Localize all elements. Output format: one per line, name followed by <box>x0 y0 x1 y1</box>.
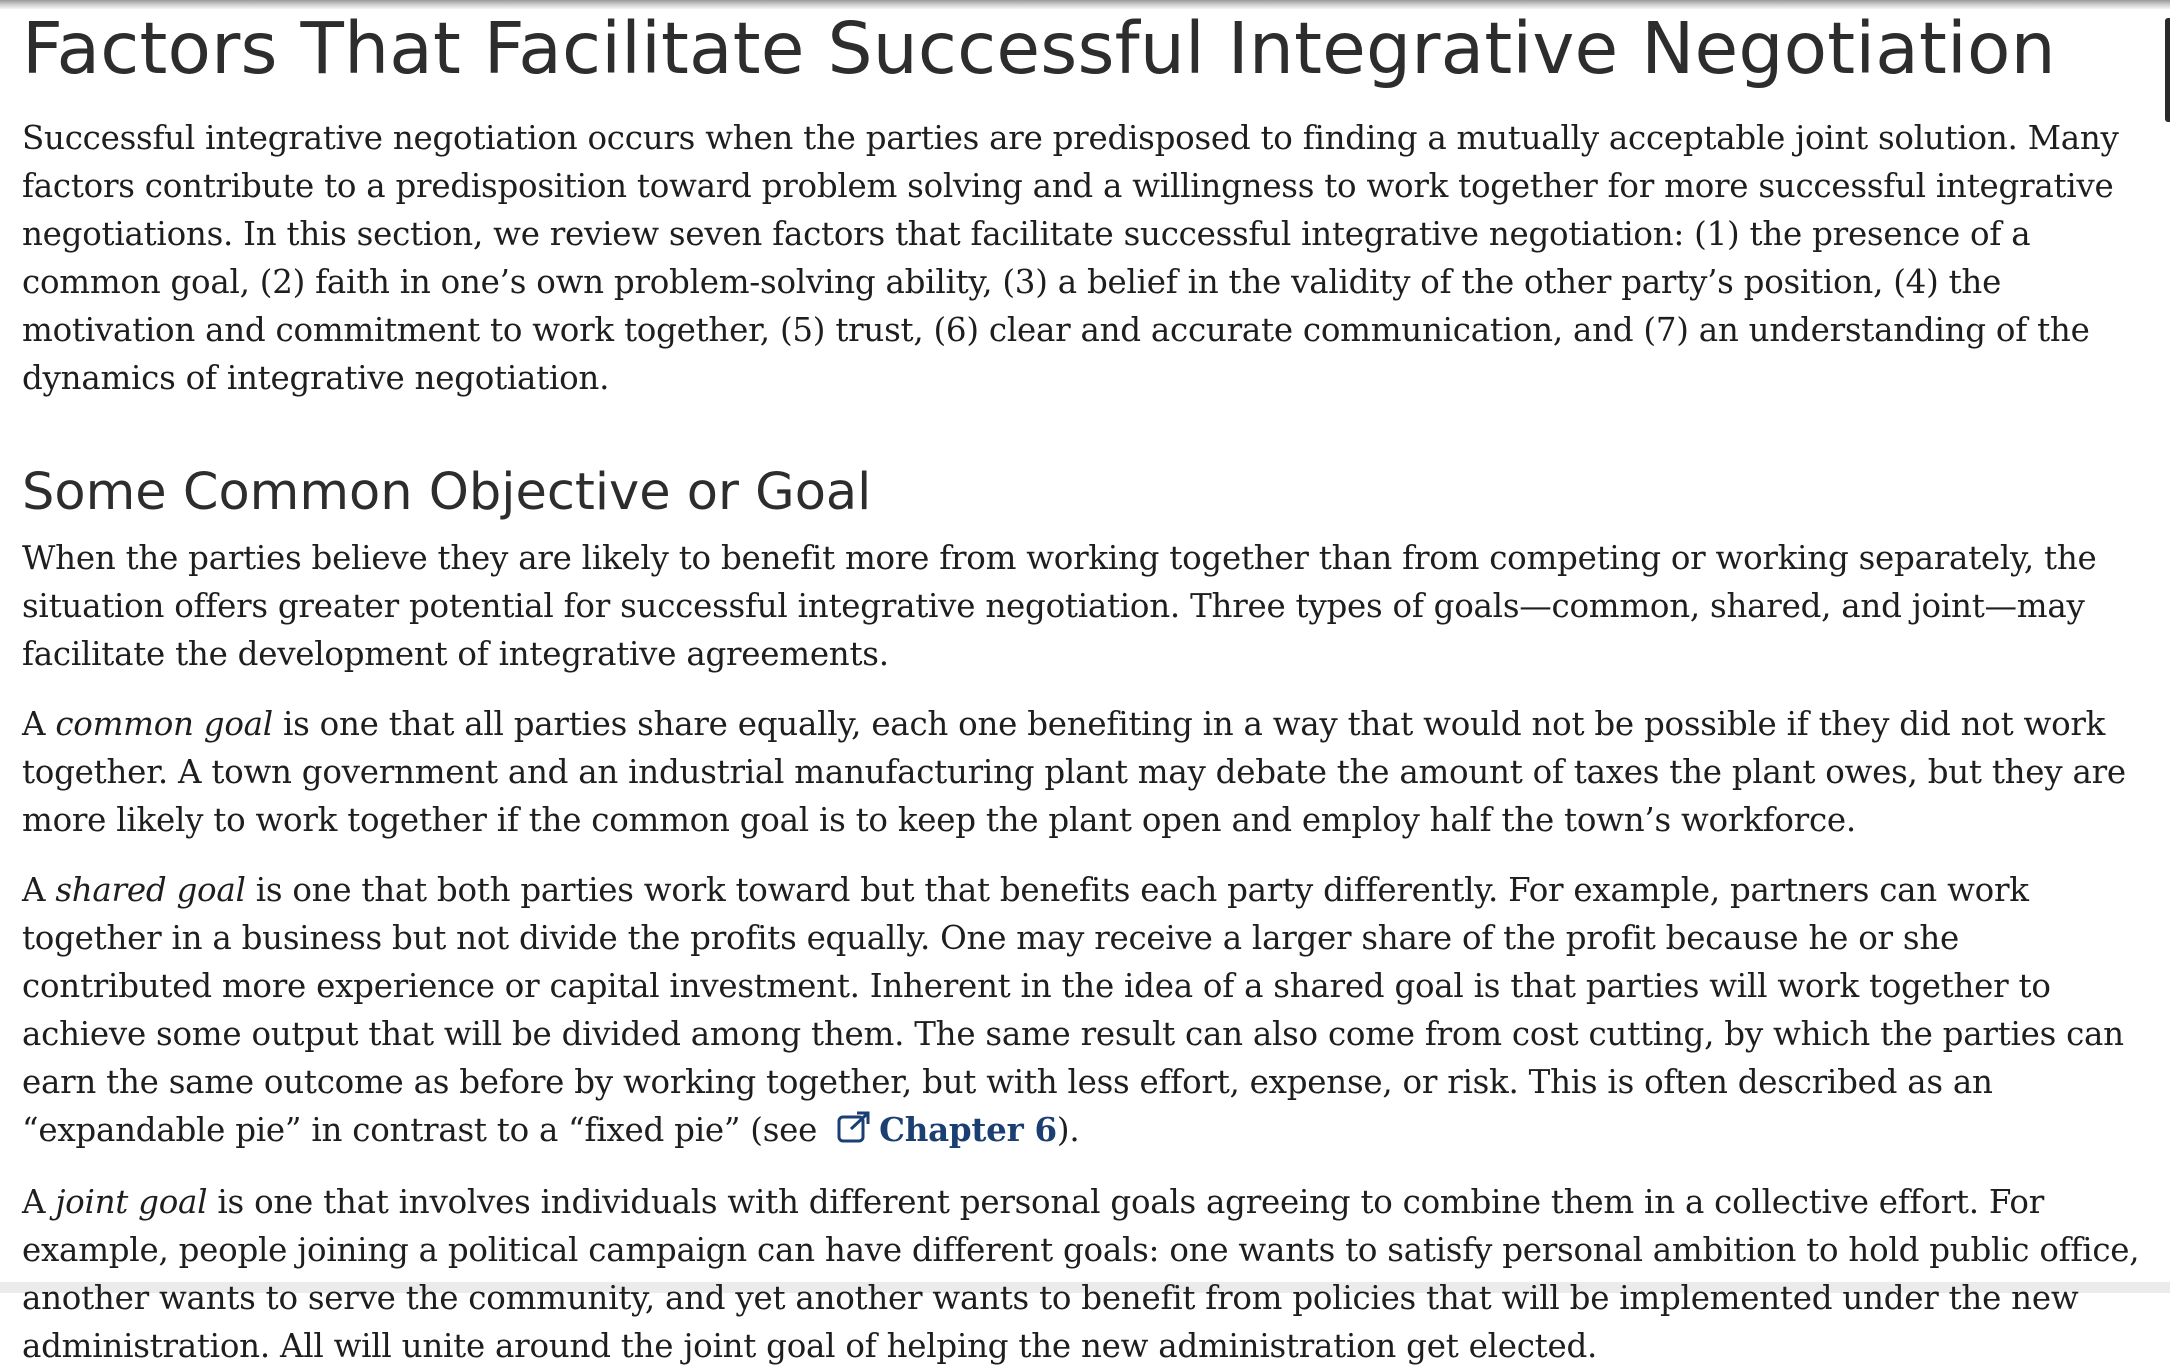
joint-goal-paragraph: A joint goal is one that involves individuals with different personal goals agreeing to combine them in a collective effort. For example, people joining a political campaign can have different goals: one wants to satisfy personal ambition to hold public office, another wants to serve the community, and yet another wants to benefit from policies that will be implemented under the new administration. All will unite around the joint goal of helping the new administration get elected. <box>22 1183 2140 1365</box>
content-page <box>22 0 2142 1370</box>
section-heading: Some Common Objective or Goal <box>22 463 872 522</box>
chapter-link-label: Chapter 6 <box>879 1110 1057 1149</box>
external-link-icon <box>837 1108 871 1156</box>
common-goal-paragraph: A common goal is one that all parties share equally, each one benefiting in a way that would not be possible if they did not work together. A town government and an industrial manufacturing plant may debate the amount of taxes the plant owes, but they are more likely to work together if the common goal is to keep the plant open and employ half the town’s workforce. <box>22 705 2126 839</box>
shared-goal-term: shared goal <box>55 871 246 909</box>
scroll-indicator[interactable] <box>2165 18 2170 122</box>
joint-goal-term: joint goal <box>55 1183 208 1221</box>
shared-goal-paragraph: A shared goal is one that both parties work toward but that benefits each party differently. For example, partners can work together in a business but not divide the profits equally. One may receive a larger share of the profit because he or she contributed more experience or capital investment. Inherent in the idea of a shared goal is that parties will work together to achieve some output that will be divided among them. The same result can also come from cost cutting, by which the parties can earn the same outcome as before by working together, but with less effort, expense, or risk. This is often described as an “expandable pie” in contrast to a “fixed pie” (see Chapter 6). <box>22 866 2142 1156</box>
common-goal-term: common goal <box>55 705 273 743</box>
goals-intro-paragraph: When the parties believe they are likely to benefit more from working together than from competing or working separately, the situation offers greater potential for successful integrative negotiation. Three types of goals—common, shared, and joint—may facilitate the development of integrative agreements. <box>22 539 2097 673</box>
chapter-6-link[interactable] <box>817 1110 1057 1149</box>
page-title: Factors That Facilitate Successful Integrative Negotiation <box>22 7 2056 90</box>
intro-paragraph: Successful integrative negotiation occurs when the parties are predisposed to finding a mutually acceptable joint solution. Many factors contribute to a predisposition toward problem solving and a willingness to work together for more successful integrative negotiations. In this section, we review seven factors that facilitate successful integrative negotiation: (1) the presence of a common goal, (2) faith in one’s own problem-solving ability, (3) a belief in the validity of the other party’s position, (4) the motivation and commitment to work together, (5) trust, (6) clear and accurate communication, and (7) an understanding of the dynamics of integrative negotiation. <box>22 119 2119 397</box>
